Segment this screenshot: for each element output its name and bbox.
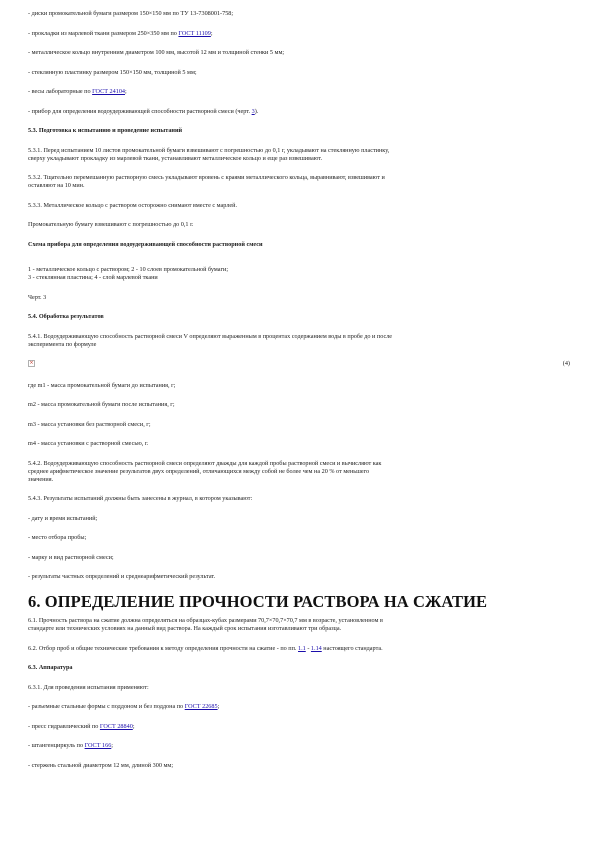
list-item: [28, 723, 570, 731]
list-item: [28, 30, 570, 38]
paragraph: [28, 174, 570, 190]
list-item: [28, 49, 570, 57]
figure-link[interactable]: 3: [251, 107, 255, 115]
gost-link[interactable]: ГОСТ 166: [84, 742, 112, 749]
text: - прибор для определения водоудерживающей способности растворной смеси (черт.: [28, 107, 252, 115]
paragraph: m2 - масса промокательной бумаги после испытания, г;: [28, 401, 175, 408]
text: ;: [132, 722, 135, 730]
formula-number: (4): [562, 360, 570, 367]
text: оставляют на 10 мин.: [28, 182, 85, 189]
figure-caption: Черт. 3: [28, 293, 47, 301]
section-heading: 5.3. Подготовка к испытанию и проведение испытаний: [28, 127, 183, 134]
list-item: [28, 108, 570, 116]
text: ).: [254, 107, 259, 115]
text: 5.4.2. Водоудерживающую способность растворной смеси определяют дважды для каждой пробы растворной смеси и вычисляют как: [28, 459, 382, 467]
list-item: [28, 69, 570, 77]
text: сверху укладывают прокладку из марлевой ткани, устанавливают металлическое кольцо и еще раз взвешивают.: [28, 154, 323, 162]
text: 5.3.2. Тщательно перемешанную растворную смесь укладывают вровень с краями металлического кольца, выравнивают, взвешивают и: [28, 174, 385, 181]
paragraph: Промокательную бумагу взвешивают с погрешностью до 0,1 г.: [28, 221, 194, 228]
paragraph: [28, 645, 570, 653]
text: - прокладки из марлевой ткани размером 250×350 мм по: [28, 29, 179, 37]
figure-legend: [28, 266, 570, 282]
text: эксперимента по формуле: [28, 340, 97, 348]
text: - стеклянную пластинку размером 150×150 мм, толщиной 5 мм;: [28, 68, 197, 76]
text: - штангенциркуль по: [28, 742, 85, 749]
text: ;: [217, 703, 220, 710]
paragraph: [28, 617, 570, 633]
list-item: - стержень стальной диаметром 12 мм, длиной 300 мм;: [28, 761, 174, 769]
list-item: - дату и время испытаний;: [28, 514, 98, 522]
broken-image-icon: ×: [29, 360, 34, 366]
list-item: [28, 703, 570, 711]
section-heading-6: 6. ОПРЕДЕЛЕНИЕ ПРОЧНОСТИ РАСТВОРА НА СЖАТИЕ: [28, 592, 488, 611]
list-item: [28, 742, 570, 750]
text: - разъемные стальные формы с поддоном и без поддона по: [28, 703, 185, 710]
gost-link[interactable]: ГОСТ 22685: [184, 703, 218, 710]
text: настоящего стандарта.: [321, 644, 383, 652]
paragraph: m3 - масса установки без растворной смеси, г;: [28, 420, 151, 428]
text: значения.: [28, 475, 54, 483]
text: 5.3.1. Перед испытанием 10 листов промокательной бумаги взвешивают с погрешностью до 0,1 г, укладывают на стеклянную пластинку,: [28, 146, 390, 154]
paragraph: [28, 460, 570, 484]
gost-link[interactable]: ГОСТ 11109: [178, 29, 211, 37]
paragraph: 5.4.3. Результаты испытаний должны быть занесены в журнал, в котором указывают:: [28, 495, 253, 502]
formula: [28, 360, 570, 370]
text: ;: [210, 29, 213, 37]
paragraph: m4 - масса установки с растворной смесью, г.: [28, 440, 149, 447]
text: стандарте или технических условиях на данный вид раствора. На каждый срок испытания изготавливают три образца.: [28, 625, 342, 632]
list-item: - место отбора пробы;: [28, 534, 87, 541]
text: -: [305, 644, 311, 652]
text: - диски промокательной бумаги размером 150×150 мм по ТУ 13-7308001-758;: [28, 10, 234, 17]
paragraph: где m1 - масса промокательной бумаги до испытания, г;: [28, 381, 176, 389]
clause-link[interactable]: 1.14: [310, 644, 322, 652]
text: среднее арифметическое значение результатов двух определений, отличающихся между собой не более чем на 20 % от меньшего: [28, 467, 370, 475]
text: ;: [111, 742, 114, 749]
paragraph: [28, 147, 570, 163]
text: - металлическое кольцо внутренним диаметром 100 мм, высотой 12 мм и толщиной стенки 5 мм;: [28, 49, 285, 56]
gost-link[interactable]: ГОСТ 28840: [99, 722, 133, 730]
text: 6.1. Прочность раствора на сжатие должна определяться на образцах-кубах размерами 70,7×70,7×70,7 мм в возрасте, установленном в: [28, 617, 383, 624]
text: 3 - стеклянная пластина; 4 - слой марлевой ткани: [28, 274, 158, 281]
clause-link[interactable]: 1.1: [298, 644, 306, 652]
list-item: [28, 10, 570, 18]
section-heading: 6.3. Аппаратура: [28, 664, 73, 671]
text: - весы лабораторные по: [28, 88, 93, 95]
text: 1 - металлическое кольцо с раствором; 2 - 10 слоев промокательной бумаги;: [28, 266, 229, 273]
section-heading: 5.4. Обработка результатов: [28, 313, 104, 320]
list-item: [28, 88, 570, 96]
figure-title: Схема прибора для определения водоудерживающей способности растворной смеси: [28, 240, 263, 248]
text: ;: [125, 88, 127, 95]
document-body: [28, 10, 570, 770]
paragraph: 6.3.1. Для проведения испытания применяют:: [28, 683, 149, 691]
list-item: - марку и вид растворной смеси;: [28, 553, 114, 561]
text: 6.2. Отбор проб и общие технические требования к методу определения прочности на сжатие - по пп.: [28, 644, 299, 652]
paragraph: [28, 333, 570, 349]
gost-link[interactable]: ГОСТ 24104: [92, 88, 126, 95]
list-item: - результаты частных определений и среднеарифметический результат.: [28, 573, 216, 580]
paragraph: 5.3.3. Металлическое кольцо с раствором осторожно снимают вместе с марлей.: [28, 201, 238, 209]
text: 5.4.1. Водоудерживающую способность растворной смеси V определяют выраженным в процентах содержанием воды в пробе до и после: [28, 332, 393, 340]
text: - пресс гидравлический по: [28, 722, 100, 730]
